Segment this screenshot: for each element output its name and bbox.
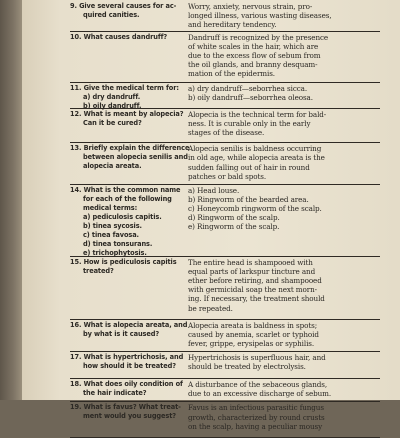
answer	[188, 186, 388, 232]
qa-row	[70, 108, 380, 143]
question-line: Can it be cured?	[83, 119, 142, 127]
question-line: c) tinea favosa.	[83, 230, 139, 239]
question	[70, 185, 181, 258]
answer-line: ether before retiring, and shampooed	[188, 276, 322, 285]
question	[70, 110, 184, 128]
qa-row	[70, 319, 380, 352]
question-line: b) tinea sycosis.	[83, 221, 142, 230]
answer-line: due to an excessive discharge of sebum.	[188, 389, 332, 399]
question-line: the hair indicate?	[83, 389, 147, 397]
question-line: 14. What is the common name	[70, 185, 181, 194]
answer-line: b) Ringworm of the bearded area.	[188, 194, 309, 204]
question	[70, 84, 178, 111]
answer-line: fever, grippe, erysipelas or syphilis.	[188, 339, 315, 348]
answer	[188, 2, 388, 30]
question-line: 12. What is meant by alopecia?	[70, 110, 184, 118]
answer	[188, 353, 388, 371]
question-line: ment would you suggest?	[83, 412, 177, 421]
question-line: medical terms:	[83, 203, 138, 212]
answer-line: of white scales in the hair, which are	[188, 41, 319, 51]
question-line: b) oily dandruff.	[83, 101, 142, 110]
question-line: for each of the following	[83, 194, 172, 203]
answer-line: Dandruff is recognized by the presence	[188, 32, 329, 42]
qa-row	[70, 82, 380, 109]
qa-row	[70, 142, 380, 184]
answer-line: be repeated.	[188, 303, 233, 313]
question-line: a) dry dandruff.	[83, 92, 141, 101]
answer-line: growth, characterized by round crusts	[188, 412, 325, 422]
question-line: 9. Give several causes for ac-	[70, 2, 177, 10]
question-line: quired canities.	[83, 11, 140, 19]
answer-line: Alopecia is the technical term for bald-	[188, 110, 327, 119]
answer-line: The entire head is shampooed with	[188, 257, 313, 267]
answer-line: Worry, anxiety, nervous strain, pro-	[188, 2, 313, 11]
question-line: 16. What is alopecia areata, and	[70, 320, 188, 329]
question-line: 15. How is pediculosis capitis	[70, 257, 177, 266]
answer-line: e) Ringworm of the scalp.	[188, 222, 280, 232]
question-line: 18. What does oily condition of	[70, 380, 183, 388]
question-line: e) trichophytosis.	[83, 248, 147, 257]
qa-row	[70, 184, 380, 257]
question	[70, 144, 190, 171]
question-line: 19. What is favus? What treat-	[70, 403, 181, 412]
book-page	[22, 0, 400, 431]
answer-line: caused by anemia, scarlet or typhoid	[188, 329, 319, 339]
question	[70, 258, 178, 276]
answer-line: stages of the disease.	[188, 128, 265, 138]
qa-row	[70, 351, 380, 379]
answer-line: Alopecia areata is baldness in spots;	[188, 320, 318, 330]
question-line: between alopecia senilis and	[83, 153, 188, 162]
answer-line: in old age, while alopecia areata is the	[188, 153, 325, 163]
question-answer-list	[70, 0, 400, 431]
qa-row	[70, 401, 380, 438]
qa-row	[70, 31, 380, 83]
qa-row	[70, 378, 380, 402]
answer-line: mation of the epidermis.	[188, 69, 275, 79]
answer-line: A disturbance of the sebaceous glands,	[188, 380, 328, 389]
question	[70, 403, 181, 421]
answer-line: a) dry dandruff—seborrhea sicca.	[188, 83, 308, 93]
answer	[188, 380, 388, 398]
answer	[188, 33, 388, 79]
question	[70, 2, 178, 20]
answer-line: d) Ringworm of the scalp.	[188, 213, 280, 223]
answer-line: should be treated by electrolysis.	[188, 362, 306, 372]
answer-line: the oil glands, and branny desquam-	[188, 60, 318, 70]
answer-line: ness. It is curable only in the early	[188, 119, 311, 129]
question	[70, 353, 184, 371]
question-line: 11. Give the medical term for:	[70, 83, 179, 92]
answer	[188, 403, 388, 431]
question	[70, 33, 178, 42]
answer	[188, 110, 388, 138]
answer	[188, 321, 388, 349]
answer-line: a) Head louse.	[188, 185, 240, 195]
qa-row	[70, 0, 380, 32]
question-line: alopecia areata.	[83, 162, 142, 171]
question-line: a) pediculosis capitis.	[83, 212, 162, 221]
answer-line: equal parts of larkspur tincture and	[188, 266, 316, 276]
answer-line: Hypertrichosis is superfluous hair, and	[188, 353, 326, 362]
question-line: by what is it caused?	[83, 329, 160, 338]
question-line: 10. What causes dandruff?	[70, 32, 168, 41]
question-line: 13. Briefly explain the difference	[70, 144, 190, 153]
answer-line: with germicidal soap the next morn-	[188, 285, 317, 295]
question	[70, 320, 188, 339]
answer-line: sudden falling out of hair in round	[188, 162, 310, 172]
qa-row	[70, 256, 380, 320]
answer-line: patches or bald spots.	[188, 171, 267, 181]
question	[70, 380, 183, 398]
answer-line: Favus is an infectious parasitic fungus	[188, 403, 324, 413]
answer	[188, 144, 388, 181]
answer-line: b) oily dandruff—seborrhea oleosa.	[188, 93, 313, 103]
question-line: treated?	[83, 266, 114, 275]
question-line: 17. What is hypertrichosis, and	[70, 353, 184, 361]
answer-line: longed illness, various wasting diseases,	[188, 11, 332, 21]
answer-line: Alopecia senilis is baldness occurring	[188, 144, 322, 154]
answer-line: on the scalp, having a peculiar mousy	[188, 421, 323, 431]
book-binding	[0, 0, 22, 400]
answer-line: c) Honeycomb ringworm of the scalp.	[188, 204, 322, 213]
answer	[188, 84, 388, 102]
question-line: d) tinea tonsurans.	[83, 239, 153, 248]
answer	[188, 258, 388, 313]
question-line: how should it be treated?	[83, 362, 176, 370]
answer-line: and hereditary tendency.	[188, 20, 277, 30]
answer-line: ing. If necessary, the treatment should	[188, 294, 325, 304]
answer-line: due to the excess flow of sebum from	[188, 51, 321, 60]
